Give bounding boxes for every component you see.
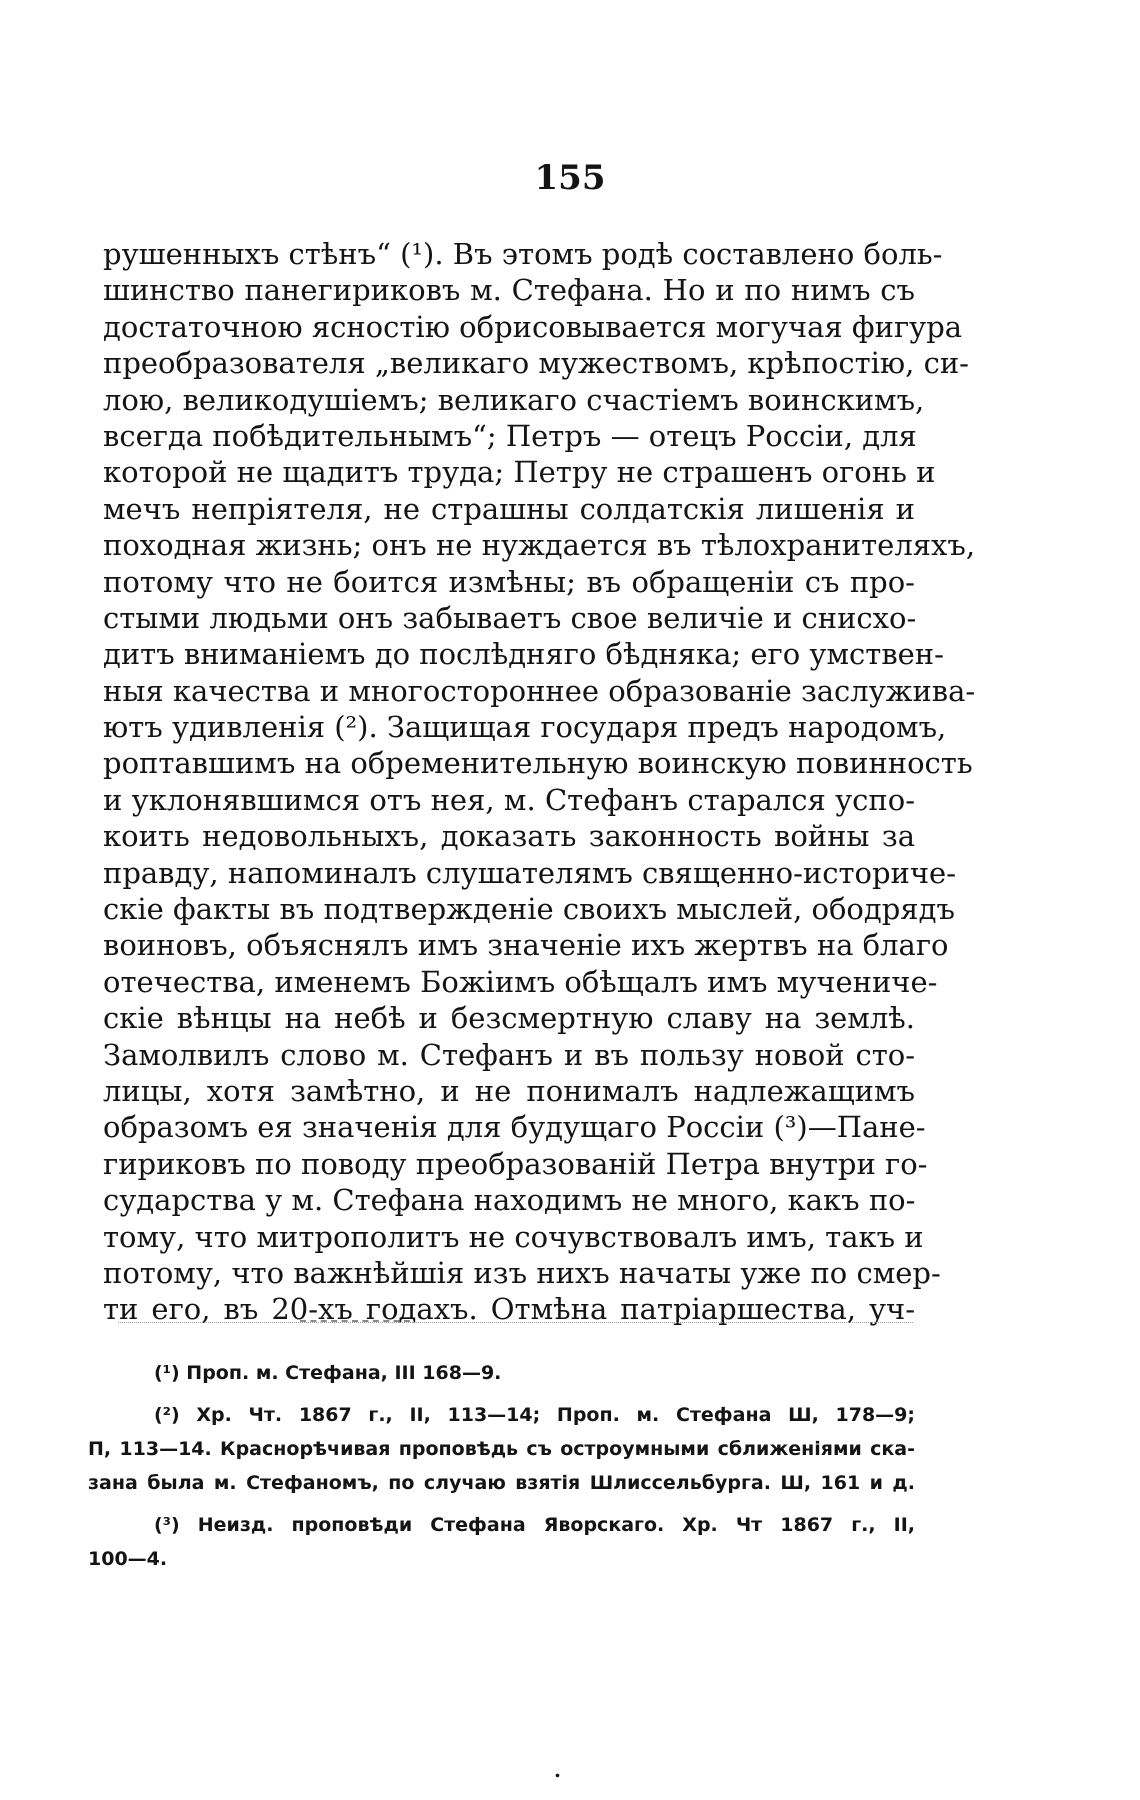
text-line: походная жизнь; онъ не нуждается въ тѣлохранителяхъ, <box>103 528 976 563</box>
text-line: шинство панегириковъ м. Стефана. Но и по нимъ съ <box>103 273 915 308</box>
page-number: 155 <box>534 158 606 198</box>
text-line: потому, что важнѣйшія изъ нихъ начаты уже по смер- <box>103 1255 941 1290</box>
text-line: мечъ непріятеля, не страшны солдатскія лишенія и <box>103 491 915 526</box>
footnote-separator <box>118 1322 913 1323</box>
text-line: роптавшимъ на обременительную воинскую повинность <box>103 746 973 781</box>
footnote-separator-rule <box>300 1320 410 1322</box>
text-line: которой не щадитъ труда; Петру не страшенъ огонь и <box>103 455 936 490</box>
text-line: преобразователя „великаго мужествомъ, крѣпостію, си- <box>103 346 969 381</box>
footnote-1: (¹) Проп. м. Стефана, III 168—9. <box>154 1362 502 1384</box>
text-line: лою, великодушіемъ; великаго счастіемъ воинскимъ, <box>103 382 925 417</box>
text-line: и уклонявшимся отъ нея, м. Стефанъ старался успо- <box>103 782 915 817</box>
body-text <box>103 236 976 1328</box>
bottom-mark: . <box>554 1758 561 1782</box>
text-line: тому, что митрополитъ не сочувствовалъ имъ, такъ и <box>103 1219 924 1254</box>
footnote-2: (²) Хр. Чт. 1867 г., II, 113—14; Проп. м. Стефана Ш, 178—9; <box>154 1404 915 1426</box>
text-line: потому что не боится измѣны; въ обращеніи съ про- <box>103 564 915 599</box>
text-line: воиновъ, объяснялъ имъ значеніе ихъ жертвъ на благо <box>103 928 949 963</box>
footnote-3: (³) Неизд. проповѣди Стефана Яворскаго. Хр. Чт 1867 г., II, <box>154 1514 915 1536</box>
text-line: коить недовольныхъ, доказать законность войны за <box>103 819 915 854</box>
text-line: Замолвилъ слово м. Стефанъ и въ пользу новой сто- <box>103 1037 915 1072</box>
text-line: ютъ удивленія (²). Защищая государя предъ народомъ, <box>103 710 947 745</box>
text-line: достаточною ясностію обрисовывается могучая фигура <box>103 309 963 344</box>
text-line: дитъ вниманіемъ до послѣдняго бѣдняка; его умствен- <box>103 637 944 672</box>
footnote-2-continuation: П, 113—14. Краснорѣчивая проповѣдь съ остроумными сближеніями ска- <box>88 1438 915 1460</box>
text-line: ныя качества и многостороннее образованіе заслуживa- <box>103 673 976 708</box>
text-line: всегда побѣдительнымъ“; Петръ — отецъ Россіи, для <box>103 418 917 453</box>
footnote-2-continuation: зана была м. Стефаномъ, по случаю взятія Шлиссельбурга. Ш, 161 и д. <box>88 1472 915 1494</box>
text-line: рушенныхъ стѣнъ“ (¹). Въ этомъ родѣ составлено боль- <box>103 237 943 271</box>
footnote-3-continuation: 100—4. <box>88 1548 168 1570</box>
footnotes <box>88 1356 915 1576</box>
text-line: скіе вѣнцы на небѣ и безсмертную славу на землѣ. <box>103 1001 915 1036</box>
text-line: скіе факты въ подтвержденіе своихъ мыслей, ободрядъ <box>103 892 955 927</box>
text-line: гириковъ по поводу преобразованій Петра внутри го- <box>103 1146 928 1181</box>
text-line: стыми людьми онъ забываетъ свое величіе и снисхо- <box>103 600 917 635</box>
text-line: сударства у м. Стефана находимъ не много, какъ по- <box>103 1183 916 1218</box>
text-line: ти его, въ 20-хъ годахъ. Отмѣна патріаршества, уч- <box>103 1292 915 1327</box>
text-line: отечества, именемъ Божіимъ обѣщалъ имъ мучениче- <box>103 964 938 999</box>
text-line: лицы, хотя замѣтно, и не понималъ надлежащимъ <box>103 1073 915 1108</box>
text-line: правду, напоминалъ слушателямъ священно-историче- <box>103 855 956 890</box>
text-line: образомъ ея значенія для будущаго Россіи (³)—Пане- <box>103 1110 926 1145</box>
